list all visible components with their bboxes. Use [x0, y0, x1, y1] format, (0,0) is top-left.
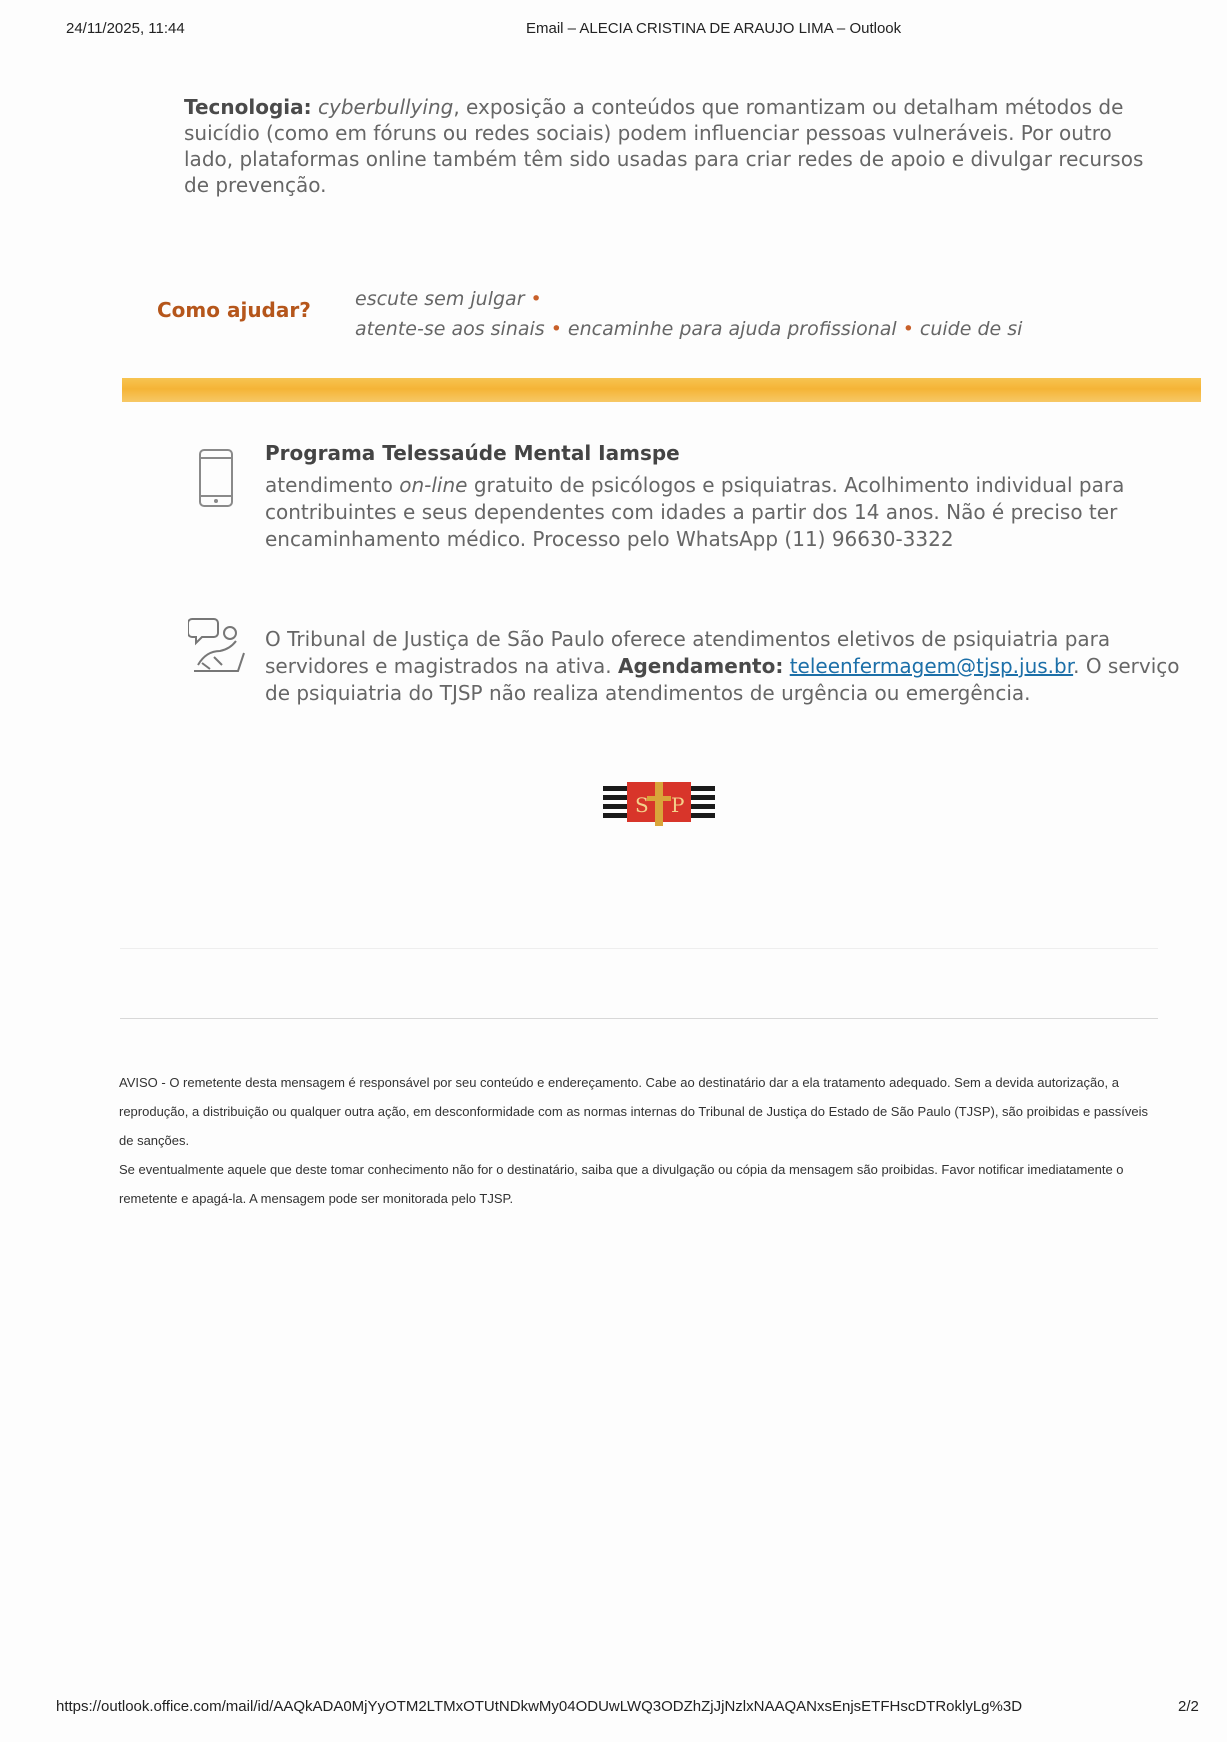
tecnologia-paragraph [184, 94, 1144, 198]
programa-title: Programa Telessaúde Mental Iamspe [265, 441, 680, 465]
tip-item: escute sem julgar [355, 288, 525, 310]
programa-body-post: gratuito de psicólogos e psiquiatras. Acolhimento individual para contribuintes e seus dependentes com idades a partir dos 14 anos. Não é preciso ter encaminhamento médico. Processo pelo WhatsApp (11) 96630-3322 [265, 473, 1125, 551]
agendamento-label: Agendamento: [618, 654, 784, 678]
tip-item: cuide de si [919, 318, 1023, 340]
programa-body-em: on-line [399, 473, 468, 497]
tecnologia-label: Tecnologia: [184, 95, 312, 119]
aviso-disclaimer [119, 1068, 1159, 1213]
tip-item: encaminhe para ajuda profissional [567, 318, 897, 340]
tip-item: atente-se aos sinais [355, 318, 545, 340]
smartphone-icon [198, 448, 234, 510]
tjsp-body-post: . O serviço de psiquiatria do TJSP não realiza atendimentos de urgência ou emergência. [265, 654, 1180, 705]
tecnologia-text: , exposição a conteúdos que romantizam ou detalham métodos de suicídio (como em fóruns ou redes sociais) podem influenciar pessoas vulneráveis. Por outro lado, plataformas online também têm sido usadas para criar redes de apoio e divulgar recursos de prevenção. [184, 95, 1144, 197]
aviso-paragraph: AVISO - O remetente desta mensagem é responsável por seu conteúdo e endereçamento. Cabe ao destinatário dar a ela tratamento adequado. Sem a devida autorização, a reprodução, a distribuição ou qualquer outra ação, em desconformidade com as normas internas do Tribunal de Justiça do Estado de São Paulo (TJSP), são proibidas e passíveis de sanções. [119, 1075, 1149, 1148]
therapy-session-icon [188, 615, 250, 677]
programa-body-pre: atendimento [265, 473, 400, 497]
orange-divider-bar [122, 378, 1201, 402]
svg-text:S: S [635, 793, 649, 817]
tjsp-body [265, 626, 1185, 707]
print-footer-url: https://outlook.office.com/mail/id/AAQkADA0MjYyOTM2LTMxOTUtNDkwMy04ODUwLWQ3ODZhZjJjNzlxNAAQANxsEnjsETFHscDTRoklyLg%3D [56, 1698, 1023, 1715]
como-ajudar-label: Como ajudar? [157, 298, 311, 322]
tecnologia-term: cyberbullying [318, 95, 454, 119]
programa-body [265, 472, 1145, 553]
svg-text:P: P [671, 793, 685, 817]
separator-line [120, 1018, 1158, 1019]
tjsp-seal-icon [603, 776, 715, 832]
agendamento-email-link[interactable]: teleenfermagem@tjsp.jus.br [789, 654, 1074, 678]
print-title: Email – ALECIA CRISTINA DE ARAUJO LIMA – Outlook [526, 20, 902, 37]
tjsp-body-pre: O Tribunal de Justiça de São Paulo oferece atendimentos eletivos de psiquiatria para servidores e magistrados na ativa. [265, 627, 1111, 678]
page-number: 2/2 [1178, 1698, 1199, 1715]
como-ajudar-tips: escute sem julgar • atente-se aos sinais • encaminhe para ajuda profissional • cuide de si [355, 288, 1023, 340]
print-datetime: 24/11/2025, 11:44 [66, 20, 185, 37]
aviso-paragraph: Se eventualmente aquele que deste tomar conhecimento não for o destinatário, saiba que a divulgação ou cópia da mensagem são proibidas. Favor notificar imediatamente o remetente e apagá-la. A mensagem pode ser monitorada pelo TJSP. [119, 1162, 1124, 1206]
separator-line [120, 948, 1158, 949]
